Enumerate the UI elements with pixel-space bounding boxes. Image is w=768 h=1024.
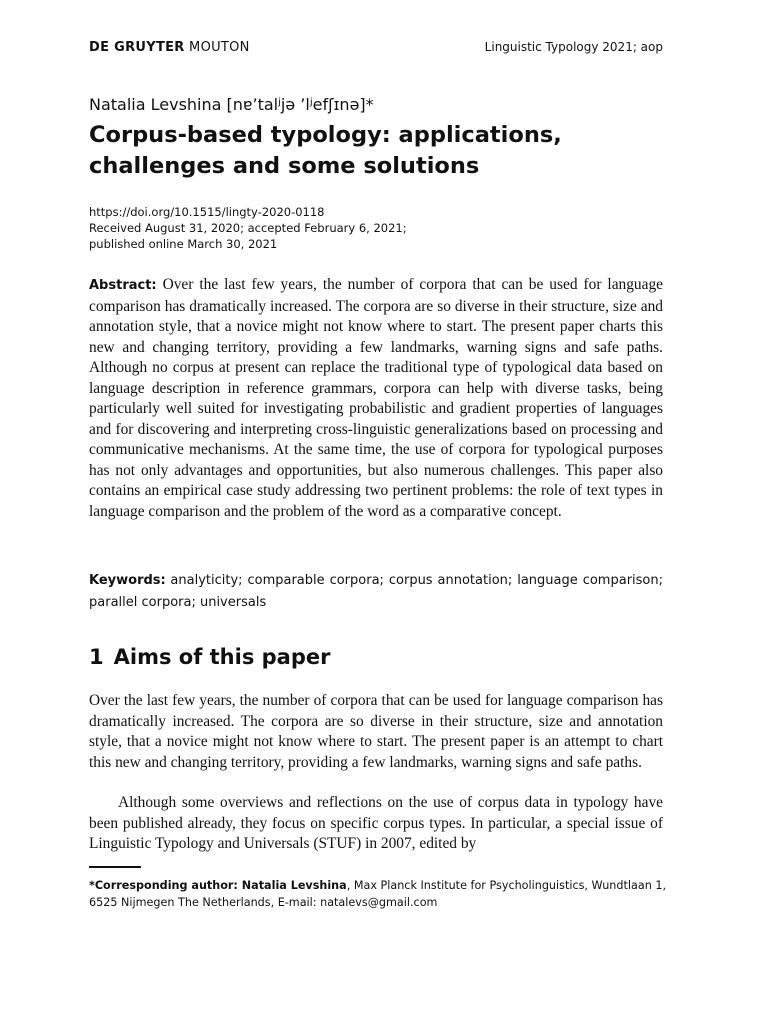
footnote bbox=[89, 877, 667, 911]
body-paragraph-2: Although some overviews and reflections on the use of corpus data in typology have been published already, they focus on specific corpus types. In particular, a special issue of Linguistic Typology and Universals (STUF) in 2007, edited by bbox=[89, 794, 663, 852]
body-paragraph-1: Over the last few years, the number of corpora that can be used for language comparison has dramatically increased. The corpora are so diverse in their structure, size and annotation style, that a novice might not know where to start. The present paper is an attempt to chart this new and changing territory, providing a few landmarks, warning signs and safe paths. bbox=[89, 692, 663, 771]
keywords-label: Keywords: bbox=[89, 573, 166, 588]
section-number: 1 bbox=[89, 645, 104, 669]
footnote-text: , Max Planck Institute for Psycholinguistics, Wundtlaan 1, 6525 Nijmegen The Netherlands, E-mail: natalevs@gmail.com bbox=[89, 879, 667, 909]
abstract-label: Abstract: bbox=[89, 278, 157, 293]
received-date: Received August 31, 2020; accepted February 6, 2021; bbox=[89, 221, 407, 235]
published-date: published online March 30, 2021 bbox=[89, 237, 278, 251]
abstract-text: Over the last few years, the number of corpora that can be used for language comparison has dramatically increased. The corpora are so diverse in their structure, size and annotation style, that a novice might not know where to start. The present paper charts this new and changing territory, providing a few landmarks, warning signs and safe paths. Although no corpus at present can replace the traditional type of typological data based on language description in reference grammars, corpora can help with diverse tasks, being particularly well suited for investigating probabilistic and gradient properties of languages and for discovering and interpreting cross-linguistic generalizations based on processing and communicative mechanisms. At the same time, the use of corpora for typological purposes has not only advantages and opportunities, but also numerous challenges. This paper also contains an empirical case study addressing two pertinent problems: the role of text types in language comparison and the problem of the word as a comparative concept. bbox=[89, 276, 663, 520]
abstract bbox=[89, 275, 663, 522]
author-name: Natalia Levshina [nɐ’talʲjə ’lʲefʃɪnə]* bbox=[89, 95, 374, 114]
paper-title: Corpus-based typology: applications, challenges and some solutions bbox=[89, 122, 562, 179]
section-heading bbox=[89, 645, 330, 669]
journal-citation: Linguistic Typology 2021; aop bbox=[484, 40, 663, 54]
footnote-label: *Corresponding author: Natalia Levshina bbox=[89, 879, 347, 892]
keywords-text: analyticity; comparable corpora; corpus annotation; language comparison; parallel corpora; universals bbox=[89, 573, 663, 610]
publisher-logo bbox=[89, 40, 250, 55]
running-header bbox=[89, 40, 663, 58]
publisher-name-bold: DE GRUYTER bbox=[89, 40, 185, 55]
footnote-divider bbox=[89, 866, 141, 868]
doi-link[interactable]: https://doi.org/10.1515/lingty-2020-0118 bbox=[89, 205, 325, 219]
publisher-name-light: MOUTON bbox=[189, 40, 250, 55]
section-title: Aims of this paper bbox=[113, 645, 331, 669]
article-metadata bbox=[89, 204, 407, 252]
keywords bbox=[89, 570, 663, 613]
